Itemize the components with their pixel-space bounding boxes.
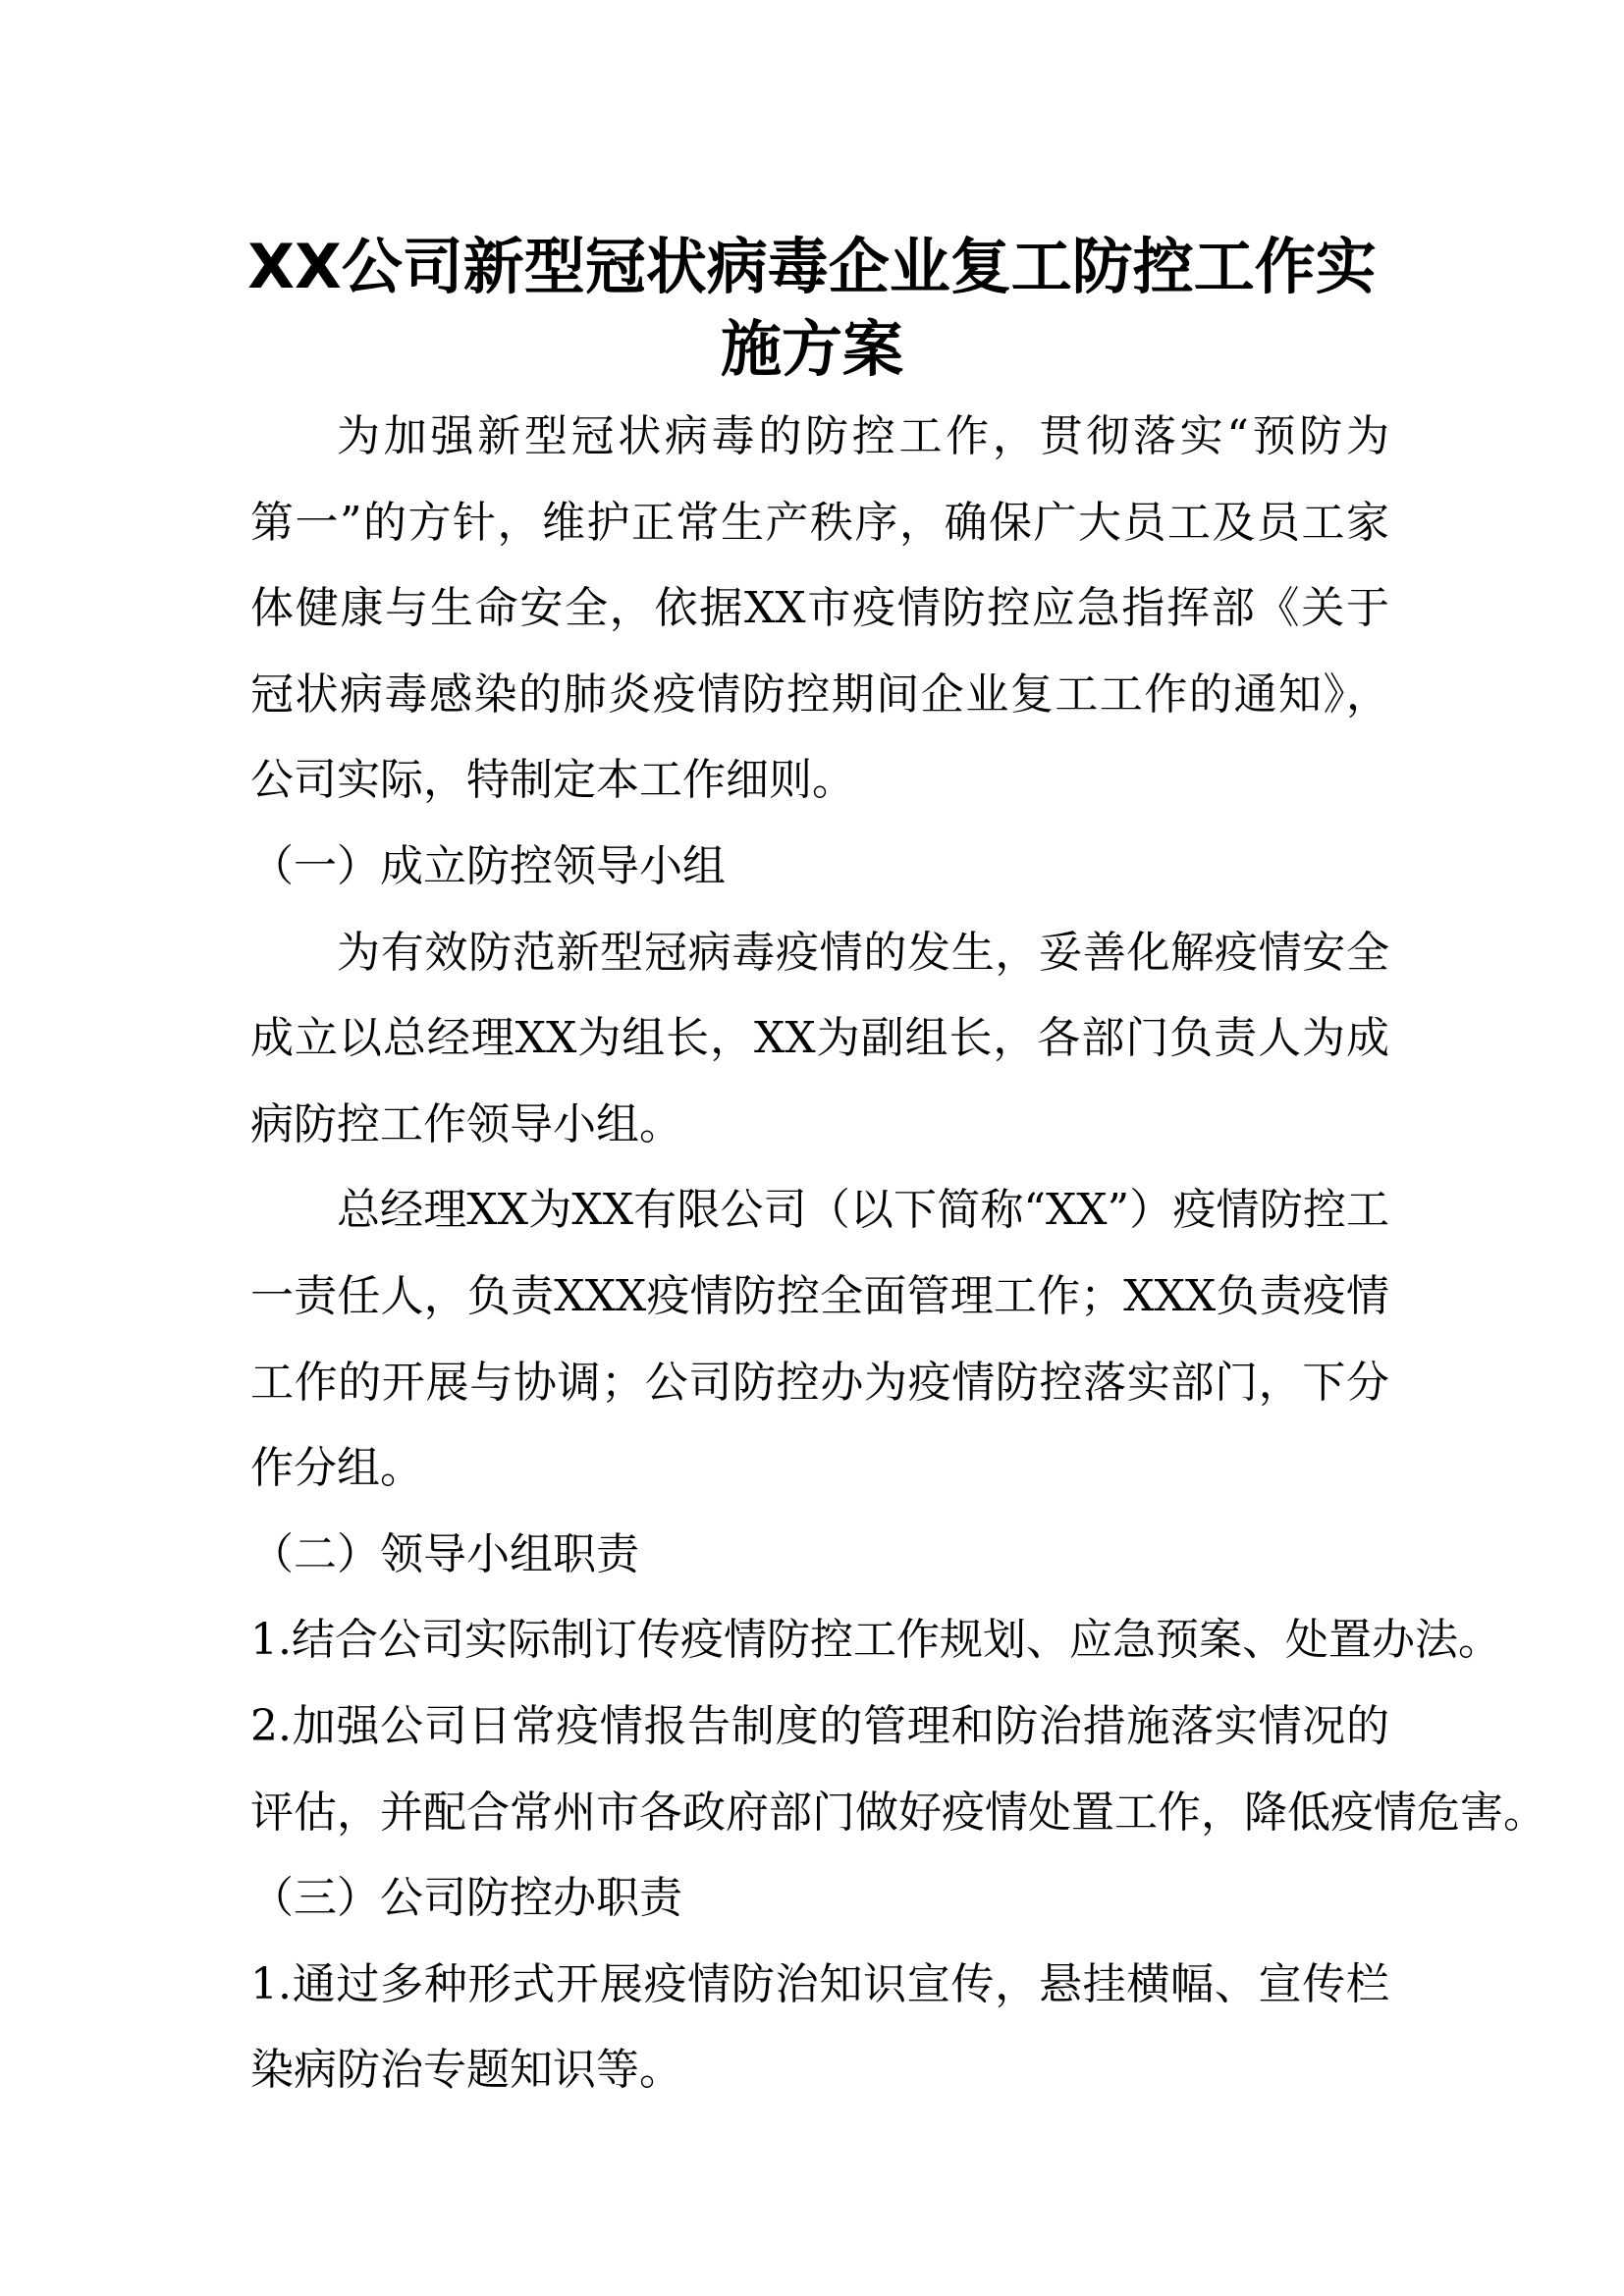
paragraph (250, 910, 1389, 1168)
text-line: 第一”的方针，维护正常生产秩序，确保广大员工及员工家 (250, 497, 1389, 548)
section-heading (250, 824, 1389, 910)
text-line: 病防控工作领导小组。 (250, 1098, 682, 1149)
document-body (250, 394, 1546, 2113)
text-line: 1.结合公司实际制订传疫情防控工作规划、应急预案、处置办法。 (250, 1615, 1501, 1666)
text-line: 作分组。 (250, 1443, 423, 1494)
section-heading (250, 1512, 1389, 1598)
paragraph (250, 1167, 1389, 1511)
text-line: 为加强新型冠状病毒的防控工作，贯彻落实“预防为 (337, 411, 1389, 461)
document-title-line-2: 施方案 (720, 313, 903, 385)
text-line: （一）成立防控领导小组 (250, 840, 726, 891)
text-line: 冠状病毒感染的肺炎疫情防控期间企业复工工作的通知》， (250, 668, 1389, 720)
text-line: 2.加强公司日常疫情报告制度的管理和防治措施落实情况的 (250, 1700, 1389, 1751)
numbered-item (250, 1683, 1546, 1855)
text-line: 体健康与生命安全，依据XX市疫情防控应急指挥部《关于 (250, 583, 1389, 634)
text-line: （二）领导小组职责 (250, 1528, 639, 1579)
section-heading (250, 1855, 1389, 1942)
text-line: （三）公司防控办职责 (250, 1873, 682, 1924)
text-line: 1.通过多种形式开展疫情防治知识宣传，悬挂横幅、宣传栏 (250, 1958, 1389, 2009)
numbered-item (250, 1597, 1501, 1683)
text-line: 总经理XX为XX有限公司（以下简称“XX”）疫情防控工 (337, 1185, 1389, 1236)
paragraph (250, 394, 1389, 824)
text-line: 染病防治专题知识等。 (250, 2045, 682, 2096)
numbered-item (250, 1942, 1389, 2113)
text-line: 工作的开展与协调；公司防控办为疫情防控落实部门，下分 (250, 1357, 1389, 1408)
text-line: 成立以总经理XX为组长，XX为副组长，各部门负责人为成 (250, 1013, 1389, 1064)
text-line: 一责任人，负责XXX疫情防控全面管理工作；XXX负责疫情 (250, 1270, 1389, 1321)
text-line: 评估，并配合常州市各政府部门做好疫情处置工作，降低疫情危害。 (250, 1787, 1546, 1838)
text-line: 公司实际，特制定本工作细则。 (250, 755, 855, 806)
text-line: 为有效防范新型冠病毒疫情的发生，妥善化解疫情安全 (337, 927, 1389, 978)
document-title-line-1: XX公司新型冠状病毒企业复工防控工作实 (247, 231, 1377, 302)
